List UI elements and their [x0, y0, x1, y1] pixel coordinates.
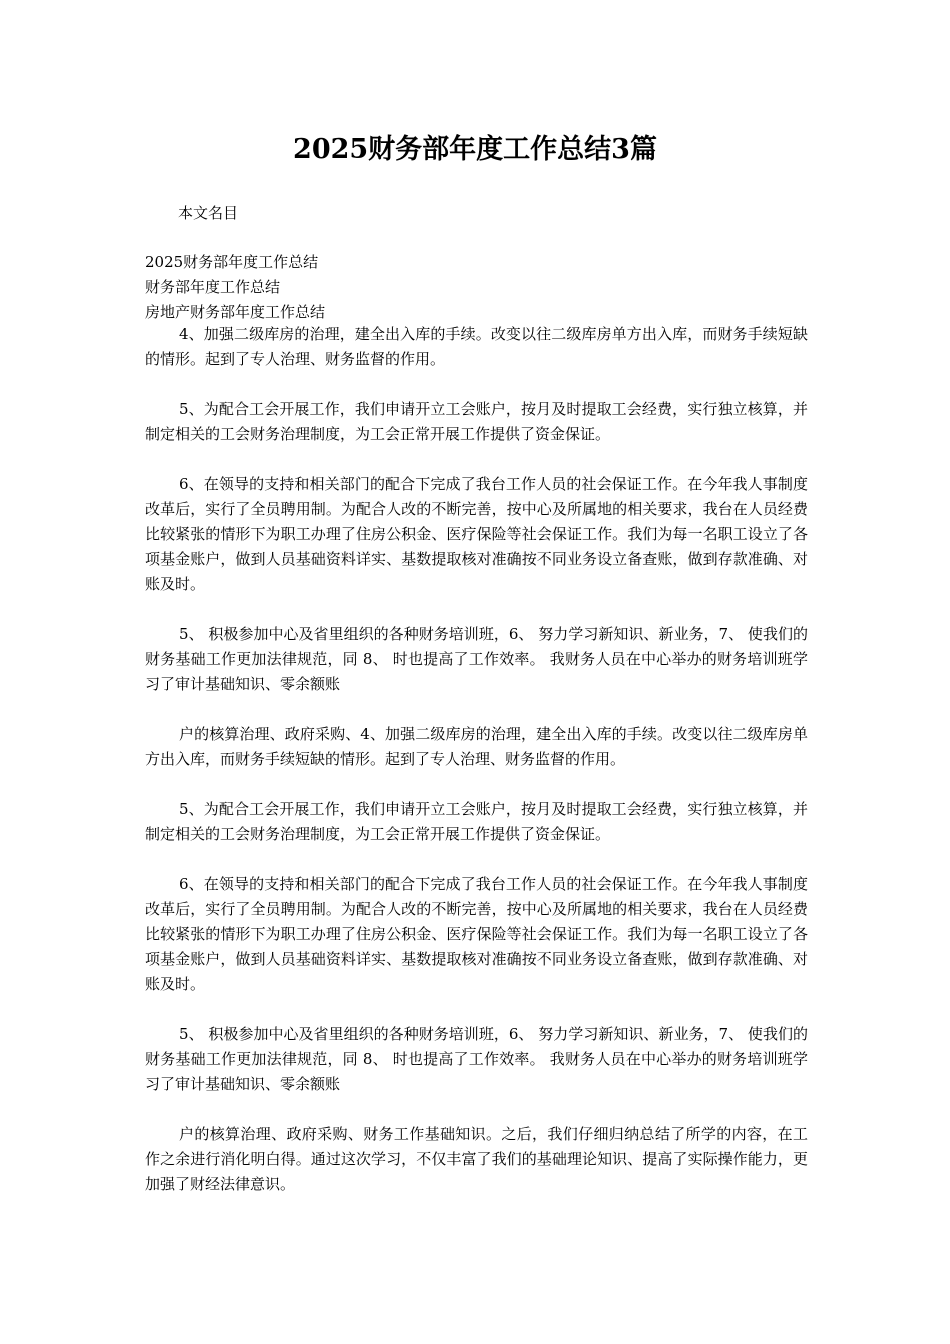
toc-item: 2025财务部年度工作总结	[145, 253, 319, 271]
toc-item: 房地产财务部年度工作总结	[145, 303, 326, 321]
body-paragraph: 5、 积极参加中心及省里组织的各种财务培训班，6、 努力学习新知识、新业务，7、 使我们的财务基础工作更加法律规范，同 8、 时也提高了工作效率。 我财务人员在中心举办的财务培训班学习了审计基础知识、零余额账	[145, 1025, 808, 1093]
body-paragraph: 户的核算治理、政府采购、财务工作基础知识。之后，我们仔细归纳总结了所学的内容，在工作之余进行消化明白得。通过这次学习，不仅丰富了我们的基础理论知识、提高了实际操作能力，更加强了财经法律意识。	[145, 1125, 808, 1193]
body-paragraph: 5、为配合工会开展工作，我们申请开立工会账户，按月及时提取工会经费，实行独立核算，并制定相关的工会财务治理制度，为工会正常开展工作提供了资金保证。	[145, 800, 808, 843]
table-of-contents	[145, 250, 325, 325]
body-paragraph: 6、在领导的支持和相关部门的配合下完成了我台工作人员的社会保证工作。在今年我人事制度改革后，实行了全员聘用制。为配合人改的不断完善，按中心及所属地的相关要求，我台在人员经费比较紧张的情形下为职工办理了住房公积金、医疗保险等社会保证工作。我们为每一名职工设立了各项基金账户，做到人员基础资料详实、基数提取核对准确按不同业务设立备查账，做到存款准确、对账及时。	[145, 875, 808, 993]
toc-item: 财务部年度工作总结	[145, 278, 281, 296]
body-paragraph: 4、加强二级库房的治理，建全出入库的手续。改变以往二级库房单方出入库，而财务手续短缺的情形。起到了专人治理、财务监督的作用。	[145, 325, 808, 368]
document-body	[145, 322, 808, 1222]
toc-heading: 本文名目	[178, 204, 239, 222]
body-paragraph: 户的核算治理、政府采购、4、加强二级库房的治理，建全出入库的手续。改变以往二级库房单方出入库，而财务手续短缺的情形。起到了专人治理、财务监督的作用。	[145, 725, 808, 768]
body-paragraph: 6、在领导的支持和相关部门的配合下完成了我台工作人员的社会保证工作。在今年我人事制度改革后，实行了全员聘用制。为配合人改的不断完善，按中心及所属地的相关要求，我台在人员经费比较紧张的情形下为职工办理了住房公积金、医疗保险等社会保证工作。我们为每一名职工设立了各项基金账户，做到人员基础资料详实、基数提取核对准确按不同业务设立备查账，做到存款准确、对账及时。	[145, 475, 808, 593]
document-title: 2025财务部年度工作总结3篇	[293, 134, 657, 165]
body-paragraph: 5、为配合工会开展工作，我们申请开立工会账户，按月及时提取工会经费，实行独立核算，并制定相关的工会财务治理制度，为工会正常开展工作提供了资金保证。	[145, 400, 808, 443]
body-paragraph: 5、 积极参加中心及省里组织的各种财务培训班，6、 努力学习新知识、新业务，7、 使我们的财务基础工作更加法律规范，同 8、 时也提高了工作效率。 我财务人员在中心举办的财务培训班学习了审计基础知识、零余额账	[145, 625, 808, 693]
